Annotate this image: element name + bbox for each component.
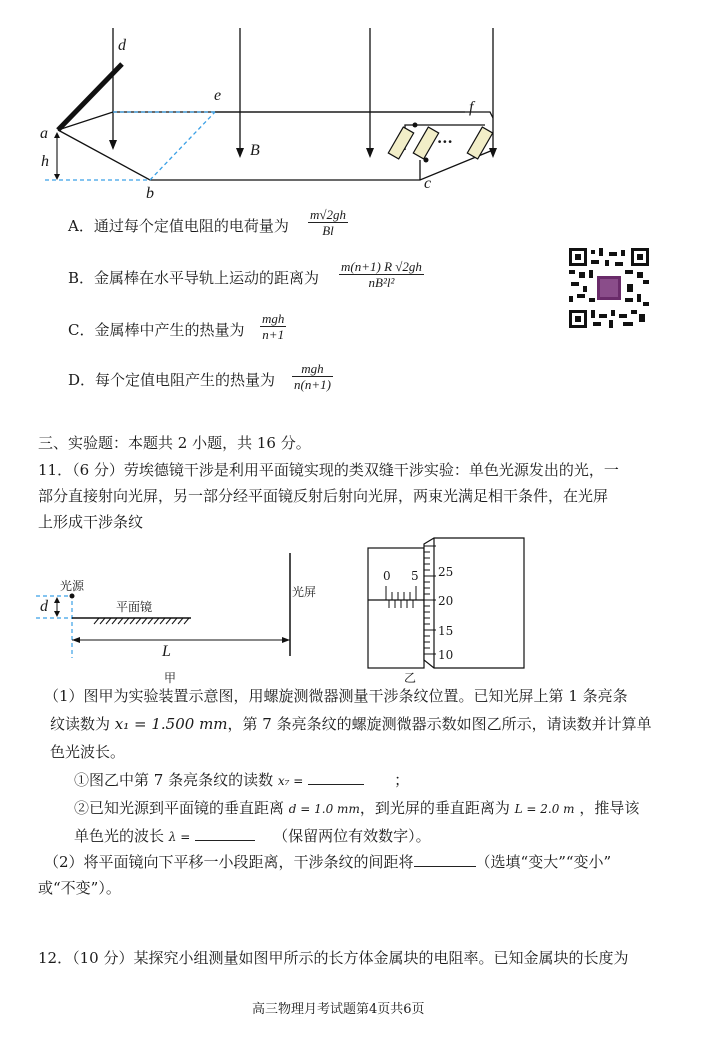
- caption-yi: 乙: [404, 671, 417, 685]
- figure-jia: [36, 548, 306, 678]
- option-d-fraction: mgh n(n+1): [294, 361, 331, 392]
- section-heading: 三、实验题：本题共 2 小题，共 16 分。: [38, 434, 311, 452]
- q11-line2: 部分直接射向光屏，另一部分经平面镜反射后射向光屏，两束光满足相干条件，在光屏: [38, 487, 609, 505]
- q11-line3: 上形成干涉条纹: [38, 513, 144, 531]
- option-c-text: C．金属棒中产生的热量为: [68, 321, 245, 339]
- q11-p2-line1: （2）将平面镜向下平移一小段距离，干涉条纹的间距将 （选填“变大”“变小”: [44, 853, 612, 871]
- option-a-fraction: $\frac{m√2gh}{Bl}$: [310, 207, 347, 238]
- label-d: d: [118, 37, 126, 54]
- arrow-down-icon: [489, 148, 497, 158]
- sub-question-1: ①图乙中第 7 条亮条纹的读数 x₇ = ；: [74, 771, 410, 789]
- label-L: L: [162, 643, 171, 660]
- arrow-down-icon: [236, 148, 244, 158]
- label-a: a: [40, 125, 48, 142]
- q11-p1-line1: （1）图甲为实验装置示意图，用螺旋测微器测量干涉条纹位置。已知光屏上第 1 条亮条: [44, 687, 628, 705]
- sub-question-2: ②已知光源到平面镜的垂直距离 d = 1.0 mm，到光屏的垂直距离为 L = 2.0 m ，推导该: [74, 799, 640, 817]
- caption-jia: 甲: [164, 671, 177, 685]
- x1-value: x₁ = 1.500 mm: [114, 715, 228, 733]
- thimble-25: 25: [438, 565, 454, 579]
- thimble-20: 20: [438, 594, 454, 608]
- answer-blank-spacing[interactable]: [414, 852, 476, 867]
- resistor: [413, 127, 438, 159]
- sub-question-2-line2: 单色光的波长 λ = （保留两位有效数字）。: [74, 827, 431, 845]
- circuit-figure: [0, 0, 724, 205]
- label-plane-mirror: 平面镜: [116, 600, 153, 614]
- option-c-fraction: mgh n+1: [262, 311, 285, 342]
- thimble-15: 15: [438, 624, 454, 638]
- answer-blank-lambda[interactable]: [195, 826, 255, 841]
- label-ellipsis: ···: [437, 133, 453, 151]
- answer-blank-x7[interactable]: [308, 770, 364, 785]
- q11-p1-line2: 纹读数为 x₁ = 1.500 mm，第 7 条亮条纹的螺旋测微器示数如图乙所示，请读数并计算单: [50, 715, 652, 733]
- label-B-field: B: [250, 142, 260, 159]
- resistor: [467, 127, 492, 159]
- label-c: c: [424, 175, 432, 192]
- option-b-text: B．金属棒在水平导轨上运动的距离为: [68, 269, 320, 287]
- main-scale-0: 0: [383, 569, 391, 583]
- option-d-text: D．每个定值电阻产生的热量为: [68, 371, 276, 389]
- arrow-down-icon: [109, 140, 117, 150]
- label-f: f: [469, 99, 474, 116]
- q11-p2-line2: 或“不变”）。: [38, 879, 121, 897]
- qr-code: [569, 248, 649, 328]
- label-d-jia: d: [40, 598, 48, 615]
- option-b-fraction: $\frac{m(n+1) R √2gh}{\text{nB²l²}}$: [341, 259, 422, 290]
- q11-line1: 11．（6 分）劳埃德镜干涉是利用平面镜实现的类双缝干涉实验：单色光源发出的光，一: [38, 461, 619, 479]
- arrow-down-icon: [366, 148, 374, 158]
- label-e: e: [214, 87, 222, 104]
- thimble-10: 10: [438, 648, 454, 662]
- label-b: b: [146, 185, 154, 202]
- resistor: [388, 127, 413, 159]
- page-footer: 高三物理月考试题第4页共6页: [252, 1002, 425, 1017]
- q12-line1: 12．（10 分）某探究小组测量如图甲所示的长方体金属块的电阻率。已知金属块的长度为: [38, 949, 629, 967]
- label-h: h: [41, 153, 49, 170]
- label-screen: 光屏: [292, 585, 317, 599]
- q11-p1-line3: 色光波长。: [50, 743, 126, 761]
- label-light-source: 光源: [60, 579, 85, 593]
- option-a-text: A．通过每个定值电阻的电荷量为: [68, 217, 289, 235]
- main-scale-5: 5: [411, 569, 419, 583]
